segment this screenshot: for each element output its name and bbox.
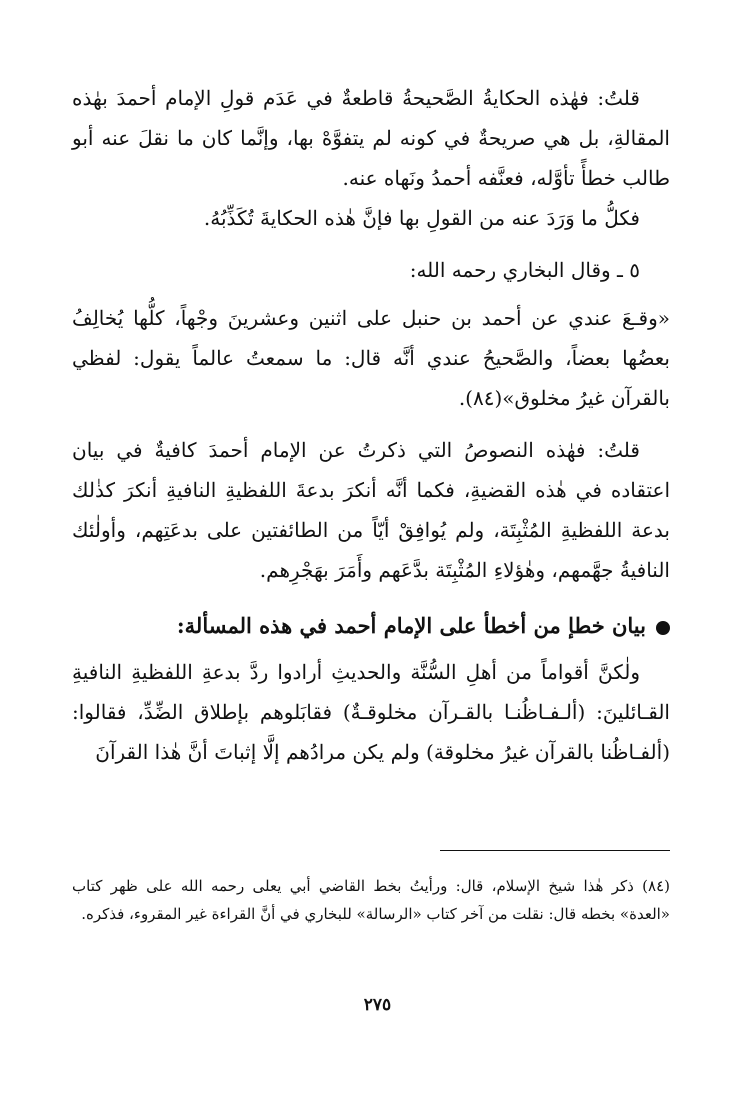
paragraph-3: ٥ ـ وقال البخاري رحمه الله:	[409, 258, 640, 282]
paragraph-5: قلتُ: فهٰذه النصوصُ التي ذكرتُ عن الإمام أحمدَ كافيةٌ في بيان اعتقاده في هٰذه القضيةِ، فكما أنَّه أنكرَ بدعةَ اللفظيةِ النافيةِ أنكرَ كذٰلك بدعة اللفظيةِ المُثْبِتَة، ولم يُوافِقْ أيّاً من الطائفتين على بدعَتِهم، وأولٰئك النافيةُ جهَّمهم، وهٰؤلاءِ المُثْبِتَة بدَّعَهم وأَمَرَ بهَجْرِهم.	[72, 438, 670, 582]
footnote-text: (٨٤) ذكر هٰذا شيخ الإسلام، قال: ورأيتُ بخط القاضي أبي يعلى رحمه الله على ظهر كتاب «العدة» بخطه قال: نقلت من آخر كتاب «الرسالة» للبخاري في أنَّ القراءة غير المقروء، فذكره.	[72, 877, 670, 923]
quote-paragraph: «وقـعَ عندي عن أحمد بن حنبل على اثنين وعشرينَ وجْهاً، كلُّها يُخالِفُ بعضُها بعضاً، والصَّحيحُ عندي أنَّه قال: ما سمعتُ عالماً يقول: لفظي بالقرآن غيرُ مخلوق»(٨٤).	[72, 306, 670, 410]
paragraph-1: قلتُ: فهٰذه الحكايةُ الصَّحيحةُ قاطعةٌ في عَدَم قولِ الإمام أحمدَ بهٰذه المقالةِ، بل هي صريحةٌ في كونه لم يتفوَّهْ بها، وإنَّما كان ما نقلَ عنه أبو طالب خطأً تأوَّله، فعنَّفه أحمدُ ونَهاه عنه.	[72, 86, 670, 190]
paragraph-closing: ولٰكنَّ أقواماً من أهلِ السُّنَّة والحديثِ أرادوا ردَّ بدعةِ اللفظيةِ النافيةِ القـائلينَ: (ألـفـاظُنـا بالقـرآن مخلوقـةٌ) فقابَلوهم بإطلاق الضِّدِّ، فقالوا: (ألفـاظُنا بالقرآن غيرُ مخلوقة) ولم يكن مرادُهم إلَّا إثباتَ أنَّ هٰذا القرآنَ	[72, 660, 670, 764]
page-body	[72, 78, 670, 772]
footnote	[72, 872, 670, 928]
paragraph-2: فكلُّ ما وَرَدَ عنه من القولِ بها فإنَّ هٰذه الحكايةَ تُكَذِّبُهُ.	[203, 206, 640, 230]
section-heading	[72, 606, 670, 646]
footnote-divider	[440, 850, 670, 851]
bullet-icon	[656, 621, 670, 635]
section-heading-text: بيان خطإ من أخطأ على الإمام أحمد في هذه المسألة:	[176, 613, 646, 638]
page-number: ٢٧٥	[363, 995, 392, 1015]
